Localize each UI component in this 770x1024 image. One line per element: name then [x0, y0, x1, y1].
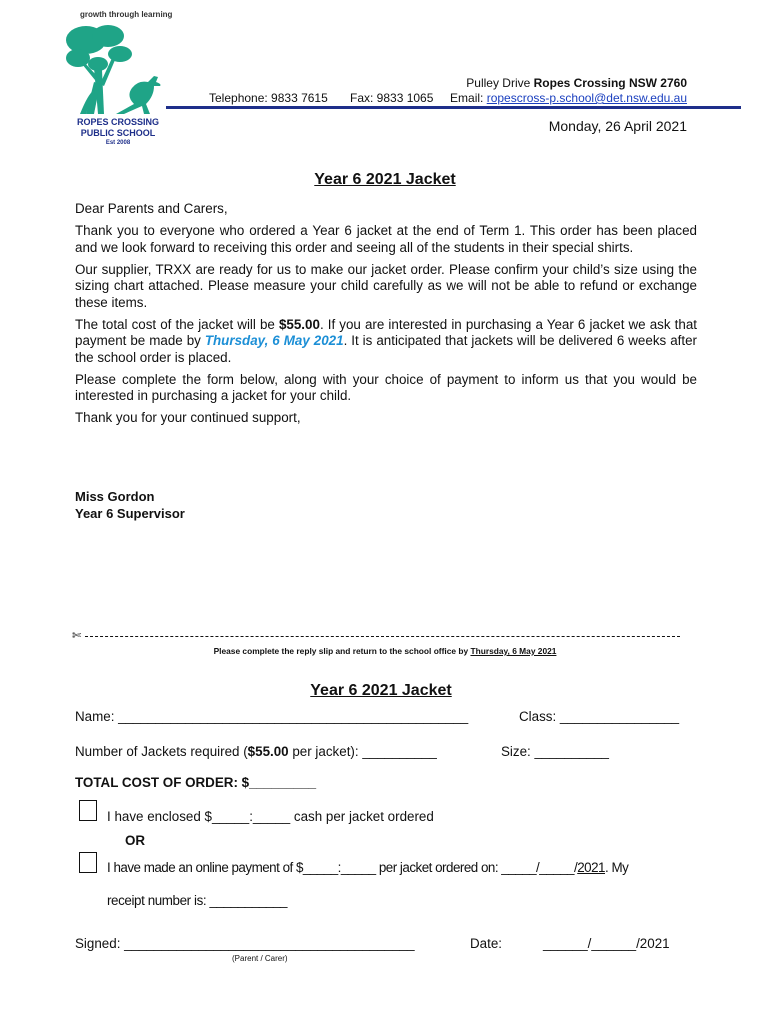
paragraph-4: Please complete the form below, along with your choice of payment to inform us that you would be interested in purchasing a jacket for your child. — [75, 371, 697, 403]
paragraph-5: Thank you for your continued support, — [75, 410, 301, 425]
school-established: Est 2008 — [105, 140, 131, 146]
email-label: Email: — [450, 91, 487, 105]
signer-name: Miss Gordon — [75, 489, 155, 504]
p3-text-a: The total cost of the jacket will be — [75, 316, 279, 332]
telephone: Telephone: 9833 7615 — [209, 91, 328, 105]
online-option-text-b: . My — [605, 860, 629, 875]
paragraph-1: Thank you to everyone who ordered a Year 6 jacket at the end of Term 1. This order has been placed and we look forward to receiving this order and seeing all of the students in their special shirts. — [75, 223, 697, 255]
p3-text-b: . If you are interested in purchasing a Year 6 jacket we ask that payment be made by — [75, 316, 697, 348]
paragraph-2: Our supplier, TRXX are ready for us to make our jacket order. Please confirm your child’s size using the sizing chart attached. Please measure your child carefully as we will not be able to refund or exchange these items. — [75, 261, 697, 310]
reply-instruction-text: Please complete the reply slip and return to the school office by — [213, 646, 471, 656]
school-name-line1: ROPES CROSSING — [76, 117, 159, 127]
online-option-year: 2021 — [577, 860, 606, 875]
school-name — [70, 117, 166, 147]
email — [450, 91, 687, 105]
receipt-number-field[interactable]: receipt number is: ___________ — [107, 893, 288, 908]
jackets-field[interactable] — [75, 744, 437, 759]
jackets-label-b: per jacket): __________ — [288, 744, 437, 759]
reply-instruction — [0, 646, 770, 656]
fax: Fax: 9833 1065 — [350, 91, 434, 105]
school-tagline: growth through learning — [80, 10, 173, 19]
signer-role: Year 6 Supervisor — [75, 506, 185, 521]
paragraph-3 — [75, 317, 697, 367]
date-label: Date: — [470, 936, 503, 951]
p3-text-c: . It is anticipated that jackets will be delivered 6 weeks after the school order is placed. — [75, 333, 697, 365]
school-logo-tree-kangaroo-icon — [64, 24, 168, 116]
jackets-price: $55.00 — [247, 744, 289, 759]
signed-field[interactable]: Signed: _______________________________________ — [75, 936, 415, 951]
class-field[interactable]: Class: ________________ — [519, 709, 680, 724]
total-cost-field[interactable]: TOTAL COST OF ORDER: $_________ — [75, 775, 317, 790]
letter-body — [75, 201, 697, 432]
address-suburb: Ropes Crossing NSW 2760 — [533, 76, 687, 90]
cash-checkbox[interactable] — [79, 800, 97, 821]
parent-carer-label: (Parent / Carer) — [232, 954, 288, 963]
cut-line — [72, 629, 687, 642]
reply-instruction-date: Thursday, 6 May 2021 — [470, 646, 557, 656]
online-option-label — [107, 860, 628, 875]
cash-option-label: I have enclosed $_____:_____ cash per jacket ordered — [107, 809, 434, 824]
signature-block — [75, 488, 185, 522]
address — [466, 76, 687, 90]
school-name-line2: PUBLIC SCHOOL — [80, 128, 156, 138]
name-field[interactable]: Name: _______________________________________________ — [75, 709, 469, 724]
scissors-icon: ✄ — [72, 630, 82, 642]
greeting: Dear Parents and Carers, — [75, 201, 228, 216]
online-payment-checkbox[interactable] — [79, 852, 97, 873]
reply-slip-title: Year 6 2021 Jacket — [310, 682, 452, 699]
jackets-label-a: Number of Jackets required ( — [75, 744, 248, 759]
letter-title: Year 6 2021 Jacket — [314, 171, 456, 188]
size-field[interactable]: Size: __________ — [501, 744, 609, 759]
jacket-price: $55.00 — [278, 316, 320, 332]
address-street: Pulley Drive — [466, 76, 534, 90]
header-rule — [166, 106, 741, 109]
payment-deadline: Thursday, 6 May 2021 — [204, 333, 344, 348]
dashed-divider — [85, 636, 680, 637]
letter-date: Monday, 26 April 2021 — [548, 118, 687, 134]
online-option-text-a: I have made an online payment of $_____:_____ per jacket ordered on: _____/_____/ — [107, 860, 578, 875]
email-link[interactable]: ropescross-p.school@det.nsw.edu.au — [486, 91, 687, 105]
or-label: OR — [125, 833, 146, 848]
date-field[interactable]: ______/______/2021 — [543, 936, 670, 951]
